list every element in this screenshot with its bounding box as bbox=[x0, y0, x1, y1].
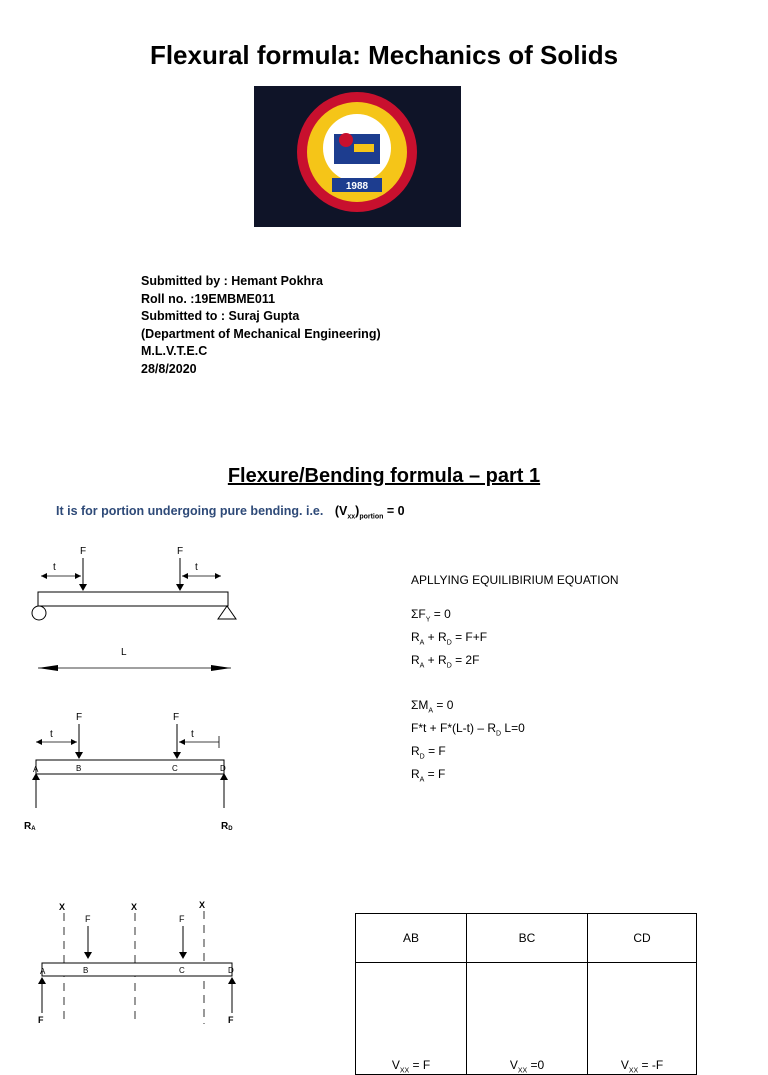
section-x2: X bbox=[131, 902, 138, 912]
intro-text: It is for portion undergoing pure bending. i.e. bbox=[56, 504, 324, 518]
value-cd: $V_{XX} = -F$ bbox=[588, 963, 697, 1075]
point-d: D bbox=[220, 764, 226, 773]
equilibrium-heading: APLLYING EQUILIBIRIUM EQUATION bbox=[411, 573, 619, 587]
value-bc: $V_{XX} =0$ bbox=[467, 963, 588, 1075]
point-a: A bbox=[40, 967, 46, 976]
beam bbox=[36, 760, 224, 774]
submission-date: 28/8/2020 bbox=[141, 361, 197, 376]
sum-ma: $\Sigma M_A = 0$ bbox=[411, 698, 454, 715]
beam-diagram-3 bbox=[28, 893, 248, 1024]
beam-diagram-1 bbox=[28, 540, 268, 675]
header-bc: BC bbox=[467, 914, 588, 963]
force-label-left: F bbox=[85, 914, 91, 924]
t-label-left: t bbox=[53, 562, 56, 573]
eq-ra-rd-1: $R_A + R_D = F+F$ bbox=[411, 629, 488, 647]
submitted-by: Submitted by : Hemant Pokhra bbox=[141, 274, 323, 288]
college-emblem-icon bbox=[254, 86, 461, 227]
point-b: B bbox=[76, 764, 82, 773]
shear-force-table bbox=[355, 913, 697, 1075]
t-label-left: t bbox=[50, 729, 53, 740]
point-c: C bbox=[179, 966, 185, 975]
eq-ra-rd-2: $R_A + R_D = 2F$ bbox=[411, 652, 480, 670]
roll-number: Roll no. :19EMBME011 bbox=[141, 291, 276, 306]
logo-year: 1988 bbox=[345, 181, 369, 192]
college-abbr: M.L.V.T.E.C bbox=[141, 344, 208, 358]
point-d: D bbox=[228, 966, 234, 975]
header-ab: AB bbox=[356, 914, 467, 963]
submitted-to: Submitted to : Suraj Gupta bbox=[141, 309, 300, 323]
point-b: B bbox=[83, 966, 89, 975]
ra-value: $R_A = F$ bbox=[411, 766, 446, 784]
beam-diagram-2 bbox=[20, 708, 250, 838]
college-logo bbox=[254, 86, 461, 227]
reaction-left-label: F bbox=[38, 1015, 44, 1024]
t-label-right: t bbox=[191, 729, 194, 740]
page-title: Flexural formula: Mechanics of Solids bbox=[149, 40, 619, 70]
department: (Department of Mechanical Engineering) bbox=[141, 326, 381, 341]
sum-fy: $\Sigma F_Y = 0$ bbox=[411, 607, 451, 624]
table-row bbox=[356, 963, 697, 1075]
equilibrium-block-2 bbox=[411, 697, 525, 789]
section-x1: X bbox=[59, 902, 66, 912]
section-x3: X bbox=[199, 900, 206, 910]
intro-line bbox=[56, 504, 405, 521]
reaction-a-label: RA bbox=[24, 821, 36, 832]
force-label-right: F bbox=[179, 914, 185, 924]
point-c: C bbox=[172, 764, 178, 773]
force-label-left: F bbox=[80, 546, 87, 557]
beam bbox=[38, 592, 228, 606]
pin-support-icon bbox=[218, 606, 236, 619]
reaction-right-label: F bbox=[228, 1015, 234, 1024]
length-label: L bbox=[121, 647, 127, 658]
equilibrium-block-1 bbox=[411, 606, 487, 675]
t-label-right: t bbox=[195, 562, 198, 573]
force-label-right: F bbox=[173, 712, 180, 723]
header-cd: CD bbox=[588, 914, 697, 963]
force-label-right: F bbox=[177, 546, 184, 557]
submission-block bbox=[141, 273, 381, 378]
point-a: A bbox=[33, 765, 39, 774]
value-ab: $V_{XX} = F$ bbox=[356, 963, 467, 1075]
force-label-left: F bbox=[76, 712, 83, 723]
roller-support-icon bbox=[32, 606, 46, 620]
rd-value: $R_D = F$ bbox=[411, 743, 446, 761]
moment-equation: $F*t + F*(L-t) - R_D$ L=0 bbox=[411, 720, 525, 738]
intro-equation: $(V_{xx})_{portion} = 0$ bbox=[334, 504, 405, 521]
section-title: Flexure/Bending formula – part 1 bbox=[227, 465, 541, 487]
table-header-row bbox=[356, 914, 697, 963]
reaction-d-label: RD bbox=[221, 821, 233, 832]
beam bbox=[42, 963, 232, 976]
